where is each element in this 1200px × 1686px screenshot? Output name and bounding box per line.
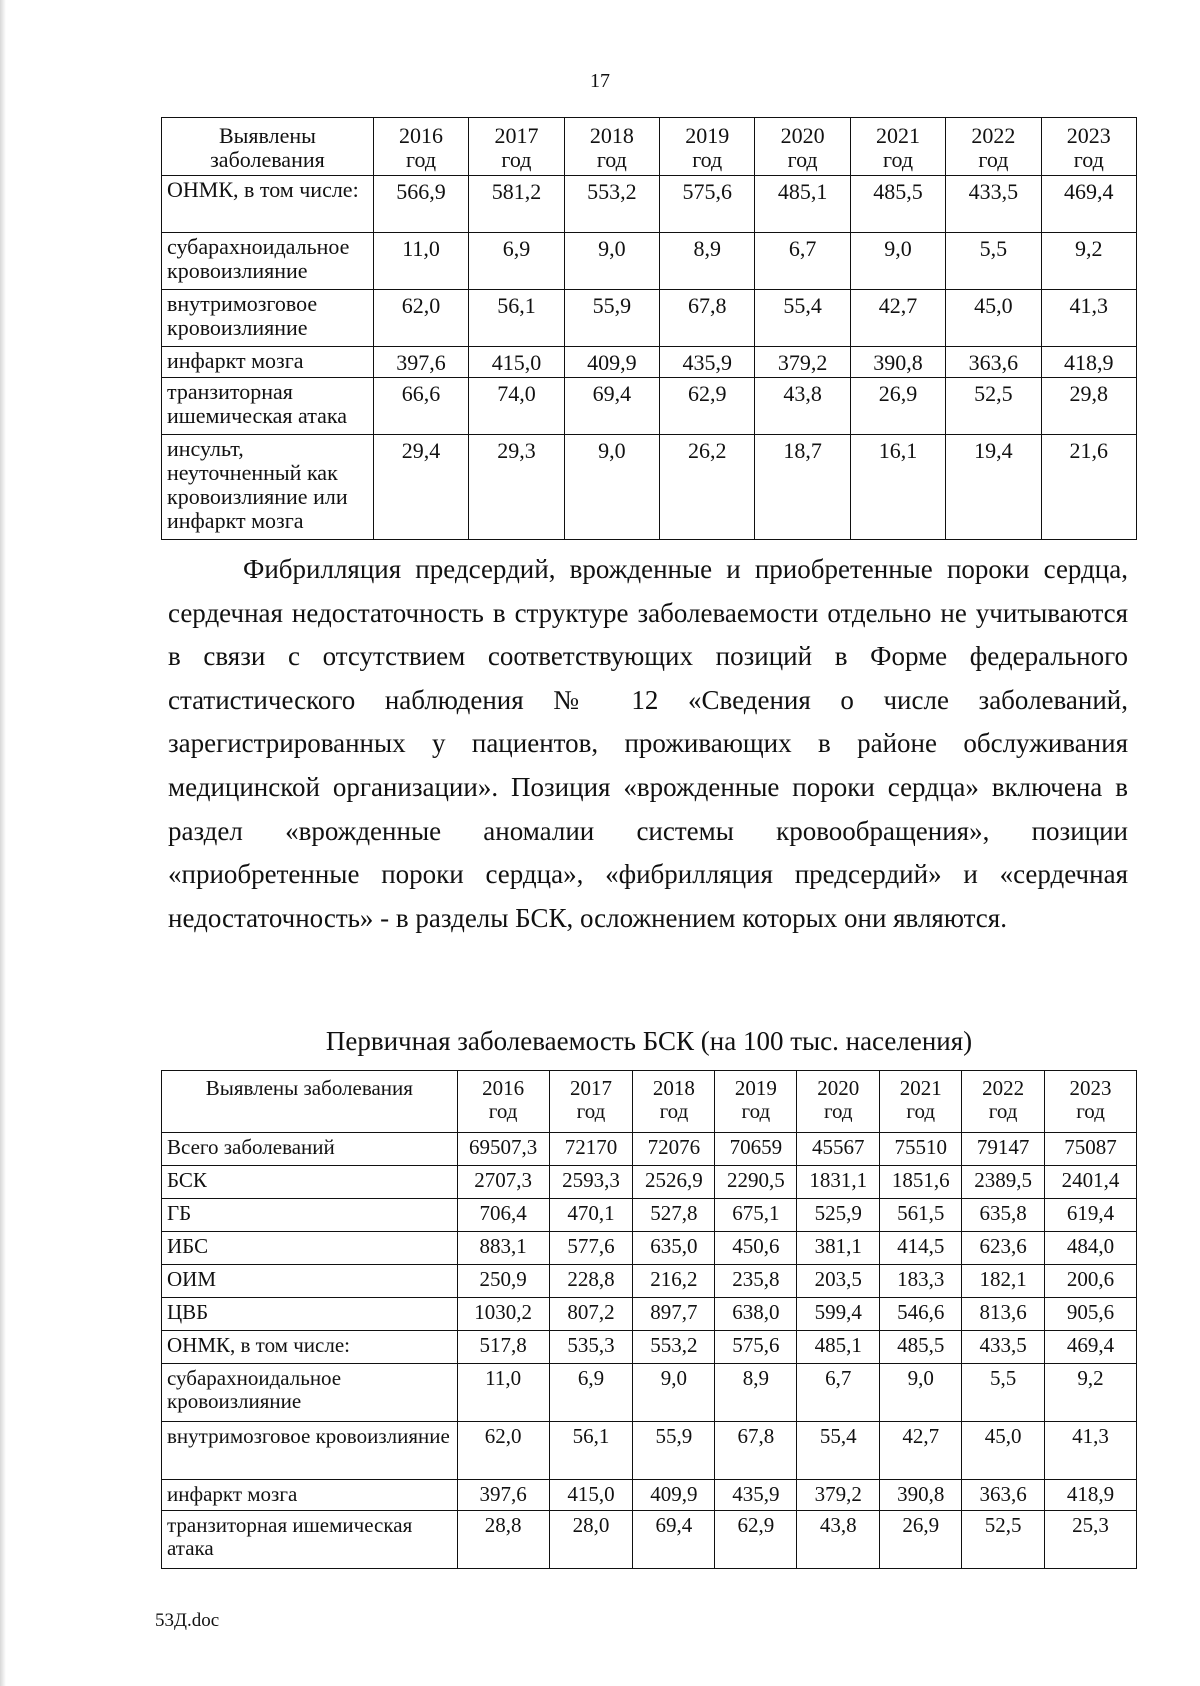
table-cell: 599,4 bbox=[797, 1298, 880, 1331]
table-cell: 5,5 bbox=[946, 233, 1041, 290]
table-cell: 228,8 bbox=[549, 1265, 633, 1298]
table-cell: 6,9 bbox=[549, 1364, 633, 1422]
year-value: 2022 bbox=[982, 1076, 1025, 1100]
table-cell: 69,4 bbox=[633, 1511, 715, 1569]
table-cell: 575,6 bbox=[715, 1331, 797, 1364]
table-row bbox=[162, 1422, 1137, 1480]
table-cell: 26,9 bbox=[850, 378, 945, 435]
row-label: внутримозговое кровоизлияние bbox=[162, 1422, 458, 1480]
year-unit: год bbox=[406, 147, 437, 172]
row-label: БСК bbox=[162, 1166, 458, 1199]
table-row bbox=[162, 290, 1137, 347]
year-unit: год bbox=[978, 147, 1009, 172]
table-cell: 484,0 bbox=[1045, 1232, 1137, 1265]
table-cell: 203,5 bbox=[797, 1265, 880, 1298]
table-cell: 390,8 bbox=[880, 1480, 962, 1511]
table-row bbox=[162, 347, 1137, 378]
table-cell: 415,0 bbox=[469, 347, 564, 378]
file-name-footer: 53Д.doc bbox=[155, 1610, 220, 1631]
table-cell: 2707,3 bbox=[457, 1166, 549, 1199]
table-cell: 485,1 bbox=[755, 176, 850, 233]
year-unit: год bbox=[906, 1099, 936, 1123]
table-cell: 26,2 bbox=[660, 435, 755, 540]
table-cell: 8,9 bbox=[660, 233, 755, 290]
table-cell: 706,4 bbox=[457, 1199, 549, 1232]
year-value: 2017 bbox=[570, 1076, 613, 1100]
table-cell: 72170 bbox=[549, 1133, 633, 1166]
page-number: 17 bbox=[590, 70, 610, 92]
table-cell: 9,2 bbox=[1041, 233, 1136, 290]
year-value: 2019 bbox=[734, 1076, 777, 1100]
table-cell: 26,9 bbox=[880, 1511, 962, 1569]
table-row bbox=[162, 1480, 1137, 1511]
table-cell: 485,1 bbox=[797, 1331, 880, 1364]
table-cell: 450,6 bbox=[715, 1232, 797, 1265]
table-cell: 56,1 bbox=[549, 1422, 633, 1480]
year-unit: год bbox=[741, 1099, 771, 1123]
table-row bbox=[162, 1511, 1137, 1569]
table-cell: 55,9 bbox=[633, 1422, 715, 1480]
year-unit: год bbox=[659, 1099, 689, 1123]
table-cell: 435,9 bbox=[660, 347, 755, 378]
table-cell: 29,8 bbox=[1041, 378, 1136, 435]
table-cell: 1831,1 bbox=[797, 1166, 880, 1199]
year-header bbox=[946, 118, 1041, 176]
table-cell: 675,1 bbox=[715, 1199, 797, 1232]
year-header bbox=[755, 118, 850, 176]
table-cell: 525,9 bbox=[797, 1199, 880, 1232]
table-cell: 42,7 bbox=[850, 290, 945, 347]
table-cell: 18,7 bbox=[755, 435, 850, 540]
table-cell: 397,6 bbox=[373, 347, 468, 378]
table-cell: 183,3 bbox=[880, 1265, 962, 1298]
header-label: Выявлены заболевания bbox=[162, 1071, 458, 1133]
table-cell: 619,4 bbox=[1045, 1199, 1137, 1232]
year-value: 2016 bbox=[482, 1076, 525, 1100]
table-row bbox=[162, 1166, 1137, 1199]
table-cell: 9,0 bbox=[850, 233, 945, 290]
table-cell: 45567 bbox=[797, 1133, 880, 1166]
table-cell: 638,0 bbox=[715, 1298, 797, 1331]
table-cell: 182,1 bbox=[962, 1265, 1045, 1298]
scan-edge bbox=[0, 0, 6, 1686]
table-cell: 575,6 bbox=[660, 176, 755, 233]
table-cell: 577,6 bbox=[549, 1232, 633, 1265]
table-row bbox=[162, 1265, 1137, 1298]
table-cell: 414,5 bbox=[880, 1232, 962, 1265]
row-label: транзиторная ишемическая атака bbox=[162, 378, 374, 435]
year-unit: год bbox=[988, 1099, 1018, 1123]
year-value: 2023 bbox=[1066, 123, 1111, 148]
table-cell: 62,9 bbox=[715, 1511, 797, 1569]
year-header bbox=[469, 118, 564, 176]
stroke-incidence-table bbox=[161, 117, 1137, 540]
year-header bbox=[457, 1071, 549, 1133]
table-cell: 74,0 bbox=[469, 378, 564, 435]
table-cell: 45,0 bbox=[946, 290, 1041, 347]
row-label: ОИМ bbox=[162, 1265, 458, 1298]
year-value: 2017 bbox=[494, 123, 539, 148]
table-cell: 235,8 bbox=[715, 1265, 797, 1298]
table-cell: 52,5 bbox=[946, 378, 1041, 435]
table-cell: 11,0 bbox=[373, 233, 468, 290]
row-label: ЦВБ bbox=[162, 1298, 458, 1331]
table-cell: 70659 bbox=[715, 1133, 797, 1166]
table-header-row bbox=[162, 118, 1137, 176]
table-cell: 9,2 bbox=[1045, 1364, 1137, 1422]
table-cell: 9,0 bbox=[633, 1364, 715, 1422]
table-cell: 553,2 bbox=[633, 1331, 715, 1364]
table-cell: 2526,9 bbox=[633, 1166, 715, 1199]
table-cell: 62,0 bbox=[457, 1422, 549, 1480]
table-cell: 69507,3 bbox=[457, 1133, 549, 1166]
table-cell: 379,2 bbox=[797, 1480, 880, 1511]
table-cell: 390,8 bbox=[850, 347, 945, 378]
table-cell: 21,6 bbox=[1041, 435, 1136, 540]
year-value: 2020 bbox=[817, 1076, 860, 1100]
table-cell: 67,8 bbox=[660, 290, 755, 347]
table-cell: 517,8 bbox=[457, 1331, 549, 1364]
year-unit: год bbox=[882, 147, 914, 172]
year-header bbox=[1041, 118, 1136, 176]
year-value: 2019 bbox=[685, 123, 730, 148]
table-cell: 5,5 bbox=[962, 1364, 1045, 1422]
table-cell: 379,2 bbox=[755, 347, 850, 378]
table-cell: 69,4 bbox=[564, 378, 659, 435]
table-cell: 883,1 bbox=[457, 1232, 549, 1265]
table-cell: 62,9 bbox=[660, 378, 755, 435]
table-row bbox=[162, 1331, 1137, 1364]
table-cell: 470,1 bbox=[549, 1199, 633, 1232]
year-value: 2021 bbox=[876, 123, 920, 148]
table-cell: 485,5 bbox=[850, 176, 945, 233]
year-header bbox=[797, 1071, 880, 1133]
table-row bbox=[162, 1232, 1137, 1265]
table-cell: 9,0 bbox=[564, 435, 659, 540]
table-cell: 28,8 bbox=[457, 1511, 549, 1569]
table-cell: 8,9 bbox=[715, 1364, 797, 1422]
table-cell: 2290,5 bbox=[715, 1166, 797, 1199]
table-cell: 418,9 bbox=[1045, 1480, 1137, 1511]
year-header bbox=[549, 1071, 633, 1133]
year-value: 2021 bbox=[899, 1076, 942, 1100]
table-cell: 11,0 bbox=[457, 1364, 549, 1422]
table-cell: 6,7 bbox=[797, 1364, 880, 1422]
table-cell: 433,5 bbox=[962, 1331, 1045, 1364]
table-row bbox=[162, 1364, 1137, 1422]
table-cell: 635,8 bbox=[962, 1199, 1045, 1232]
table-cell: 9,0 bbox=[564, 233, 659, 290]
table-cell: 2401,4 bbox=[1045, 1166, 1137, 1199]
table-cell: 535,3 bbox=[549, 1331, 633, 1364]
table-cell: 553,2 bbox=[564, 176, 659, 233]
primary-incidence-table bbox=[161, 1070, 1137, 1569]
year-value: 2020 bbox=[780, 123, 825, 148]
table-cell: 6,9 bbox=[469, 233, 564, 290]
table-row bbox=[162, 378, 1137, 435]
table-cell: 29,3 bbox=[469, 435, 564, 540]
year-value: 2016 bbox=[399, 123, 444, 148]
table-cell: 397,6 bbox=[457, 1480, 549, 1511]
table-cell: 43,8 bbox=[755, 378, 850, 435]
year-header bbox=[373, 118, 468, 176]
table-header-row bbox=[162, 1071, 1137, 1133]
table-cell: 418,9 bbox=[1041, 347, 1136, 378]
table-row bbox=[162, 1133, 1137, 1166]
table-cell: 62,0 bbox=[373, 290, 468, 347]
year-unit: год bbox=[692, 147, 723, 172]
row-label: ОНМК, в том числе: bbox=[162, 1331, 458, 1364]
year-unit: год bbox=[1076, 1099, 1105, 1123]
year-header bbox=[880, 1071, 962, 1133]
table-cell: 250,9 bbox=[457, 1265, 549, 1298]
year-value: 2022 bbox=[971, 123, 1016, 148]
table-cell: 28,0 bbox=[549, 1511, 633, 1569]
body-paragraph: Фибрилляция предсердий, врожденные и приобретенные пороки сердца, сердечная недостаточность в структуре заболеваемости отдельно не учитываются в связи с отсутствием соответствующих позиций в Форме федерального статистического наблюдения № 12 «Сведения о числе заболеваний, зарегистрированных у пациентов, проживающих в районе обслуживания медицинской организации». Позиция «врожденные пороки сердца» включена в раздел «врожденные аномалии системы кровообращения», позиции «приобретенные пороки сердца», «фибрилляция предсердий» и «сердечная недостаточность» - в разделы БСК, осложнением которых они являются. bbox=[168, 554, 1128, 933]
table-cell: 2593,3 bbox=[549, 1166, 633, 1199]
table-cell: 29,4 bbox=[373, 435, 468, 540]
table-cell: 16,1 bbox=[850, 435, 945, 540]
year-unit: год bbox=[596, 147, 627, 172]
table-cell: 67,8 bbox=[715, 1422, 797, 1480]
table-cell: 546,6 bbox=[880, 1298, 962, 1331]
table-cell: 1851,6 bbox=[880, 1166, 962, 1199]
year-unit: год bbox=[823, 1099, 853, 1123]
year-unit: год bbox=[576, 1099, 606, 1123]
year-value: 2018 bbox=[589, 123, 634, 148]
table-cell: 66,6 bbox=[373, 378, 468, 435]
table-cell: 79147 bbox=[962, 1133, 1045, 1166]
table-cell: 363,6 bbox=[946, 347, 1041, 378]
table-cell: 43,8 bbox=[797, 1511, 880, 1569]
table-cell: 55,9 bbox=[564, 290, 659, 347]
table-cell: 409,9 bbox=[633, 1480, 715, 1511]
table-row bbox=[162, 1199, 1137, 1232]
header-label: Выявлены заболевания bbox=[162, 118, 374, 176]
table-cell: 9,0 bbox=[880, 1364, 962, 1422]
year-header bbox=[564, 118, 659, 176]
table-cell: 813,6 bbox=[962, 1298, 1045, 1331]
row-label: ГБ bbox=[162, 1199, 458, 1232]
table-row bbox=[162, 1298, 1137, 1331]
row-label: ИБС bbox=[162, 1232, 458, 1265]
table-cell: 435,9 bbox=[715, 1480, 797, 1511]
year-header bbox=[660, 118, 755, 176]
table-cell: 433,5 bbox=[946, 176, 1041, 233]
table-cell: 381,1 bbox=[797, 1232, 880, 1265]
table-cell: 52,5 bbox=[962, 1511, 1045, 1569]
table-cell: 623,6 bbox=[962, 1232, 1045, 1265]
table-row bbox=[162, 176, 1137, 233]
year-header bbox=[633, 1071, 715, 1133]
year-unit: год bbox=[787, 147, 818, 172]
table-cell: 1030,2 bbox=[457, 1298, 549, 1331]
table-cell: 566,9 bbox=[373, 176, 468, 233]
year-header bbox=[962, 1071, 1045, 1133]
table-cell: 409,9 bbox=[564, 347, 659, 378]
year-value: 2023 bbox=[1069, 1076, 1112, 1100]
table-cell: 200,6 bbox=[1045, 1265, 1137, 1298]
table-caption: Первичная заболеваемость БСК (на 100 тыс. населения) bbox=[325, 1026, 973, 1056]
year-unit: год bbox=[1073, 147, 1104, 172]
table-cell: 72076 bbox=[633, 1133, 715, 1166]
year-unit: год bbox=[488, 1099, 518, 1123]
row-label: субарахноидальное кровоизлияние bbox=[162, 1364, 458, 1422]
row-label: ОНМК, в том числе: bbox=[162, 176, 374, 233]
table-cell: 75087 bbox=[1045, 1133, 1137, 1166]
year-header bbox=[1045, 1071, 1137, 1133]
year-header bbox=[850, 118, 945, 176]
table-cell: 55,4 bbox=[755, 290, 850, 347]
table-row bbox=[162, 435, 1137, 540]
row-label: субарахноидальное кровоизлияние bbox=[162, 233, 374, 290]
year-unit: год bbox=[501, 147, 532, 172]
table-cell: 45,0 bbox=[962, 1422, 1045, 1480]
table-cell: 42,7 bbox=[880, 1422, 962, 1480]
table-cell: 56,1 bbox=[469, 290, 564, 347]
table-cell: 897,7 bbox=[633, 1298, 715, 1331]
table-cell: 527,8 bbox=[633, 1199, 715, 1232]
table-cell: 25,3 bbox=[1045, 1511, 1137, 1569]
row-label: инфаркт мозга bbox=[162, 1480, 458, 1511]
table-cell: 41,3 bbox=[1041, 290, 1136, 347]
table-cell: 6,7 bbox=[755, 233, 850, 290]
table-cell: 561,5 bbox=[880, 1199, 962, 1232]
table-cell: 55,4 bbox=[797, 1422, 880, 1480]
table-cell: 905,6 bbox=[1045, 1298, 1137, 1331]
row-label: внутримозговое кровоизлияние bbox=[162, 290, 374, 347]
row-label: Всего заболеваний bbox=[162, 1133, 458, 1166]
table-cell: 216,2 bbox=[633, 1265, 715, 1298]
table-cell: 2389,5 bbox=[962, 1166, 1045, 1199]
row-label: инфаркт мозга bbox=[162, 347, 374, 378]
row-label: транзиторная ишемическая атака bbox=[162, 1511, 458, 1569]
table-cell: 635,0 bbox=[633, 1232, 715, 1265]
table-cell: 469,4 bbox=[1045, 1331, 1137, 1364]
table-cell: 75510 bbox=[880, 1133, 962, 1166]
table-cell: 485,5 bbox=[880, 1331, 962, 1364]
table-cell: 19,4 bbox=[946, 435, 1041, 540]
table-cell: 469,4 bbox=[1041, 176, 1136, 233]
table-cell: 415,0 bbox=[549, 1480, 633, 1511]
table-cell: 807,2 bbox=[549, 1298, 633, 1331]
table-cell: 581,2 bbox=[469, 176, 564, 233]
year-header bbox=[715, 1071, 797, 1133]
year-value: 2018 bbox=[652, 1076, 695, 1100]
row-label: инсульт, неуточненный как кровоизлияние или инфаркт мозга bbox=[162, 435, 374, 540]
table-row bbox=[162, 233, 1137, 290]
table-cell: 363,6 bbox=[962, 1480, 1045, 1511]
table-cell: 41,3 bbox=[1045, 1422, 1137, 1480]
